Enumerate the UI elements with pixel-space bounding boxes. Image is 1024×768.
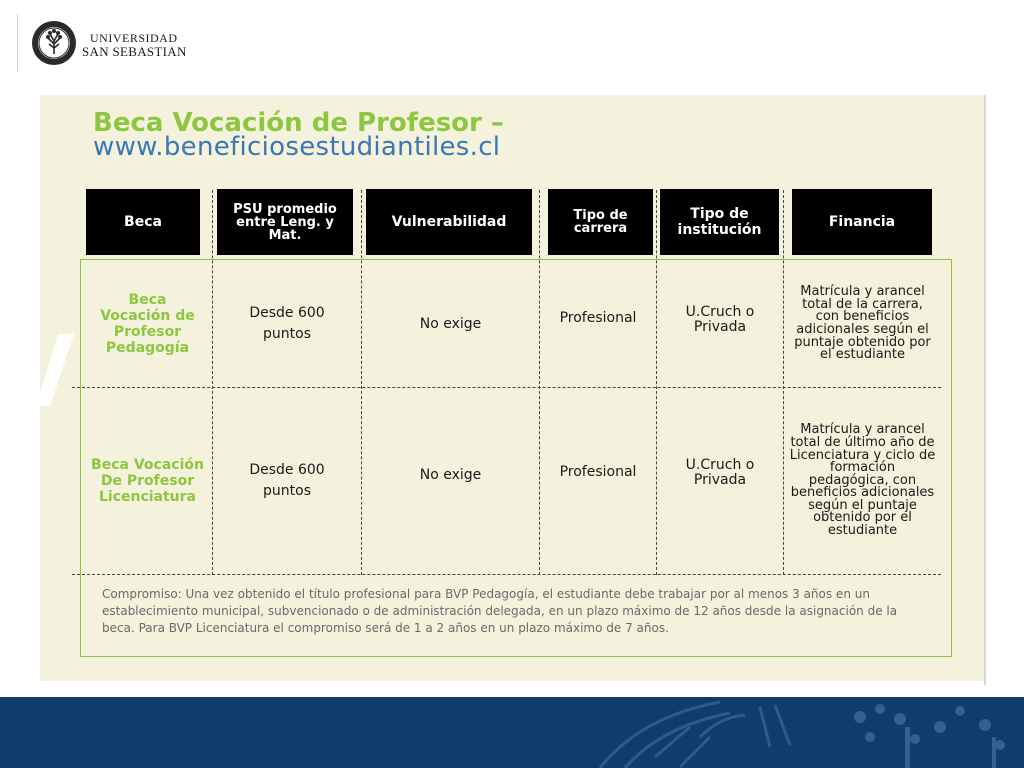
page-title: Beca Vocación de Profesor – <box>93 108 504 138</box>
table-row-2-tipo-carrera: Profesional <box>559 463 637 480</box>
row-divider <box>72 574 941 575</box>
table-row-2-beca: Beca Vocación De Profesor Licenciatura <box>91 457 204 505</box>
column-divider <box>656 190 657 575</box>
column-header-tipo-carrera: Tipo de carrera <box>548 189 653 255</box>
compromiso-note: Compromiso: Una vez obtenido el título profesional para BVP Pedagogía, el estudiante debe trabajar por al menos 3 años en un establecimiento municipal, subvencionado o de administración delegada, en un plazo máximo de 12 años desde la asignación de la beca. Para BVP Licenciatura el compromiso será de 1 a 2 años en un plazo máximo de 7 años. <box>102 587 898 635</box>
column-header-psu: PSU promedio entre Leng. y Mat. <box>217 189 353 255</box>
header-divider <box>17 14 18 72</box>
table-row-1-financia: Matrícula y arancel total de la carrera, con beneficios adicionales según el puntaje obtenido por el estudiante <box>794 284 931 363</box>
university-seal-icon <box>31 20 77 66</box>
decorative-slash-shape <box>36 330 76 410</box>
table-row-1-vulnerabilidad: No exige <box>419 315 482 332</box>
table-row-2-vulnerabilidad: No exige <box>419 466 482 483</box>
column-divider <box>212 190 213 575</box>
table-row-2-financia: Matrícula y arancel total de último año de Licenciatura y ciclo de formación pedagógica, con beneficios adicionales según el puntaje obtenido por el estudiante <box>789 422 936 539</box>
table-row-1-beca: Beca Vocación de Profesor Pedagogía <box>100 292 195 356</box>
university-name-line2: SAN SEBASTIAN <box>82 44 187 59</box>
table-row-1-tipo-institucion: U.Cruch o Privada <box>685 304 755 335</box>
university-name <box>82 32 187 58</box>
table-row-1-tipo-carrera: Profesional <box>559 309 637 326</box>
page-header <box>0 0 1024 80</box>
row-divider <box>72 387 941 388</box>
column-header-financia: Financia <box>792 189 932 255</box>
panel-shadow <box>984 95 986 685</box>
column-header-vulnerabilidad: Vulnerabilidad <box>366 189 532 255</box>
table-row-2-psu: Desde 600 puntos <box>249 462 325 499</box>
page-footer <box>0 697 1024 768</box>
column-header-tipo-institucion: Tipo de institución <box>660 189 779 255</box>
column-divider <box>539 190 540 575</box>
column-header-beca: Beca <box>86 189 200 255</box>
column-divider <box>783 190 784 575</box>
website-link[interactable]: www.beneficiosestudiantiles.cl <box>93 132 501 162</box>
table-row-2-tipo-institucion: U.Cruch o Privada <box>685 457 755 488</box>
university-name-line1: UNIVERSIDAD <box>90 31 178 45</box>
column-divider <box>361 190 362 575</box>
footer-watermark-icon <box>0 697 1024 768</box>
table-row-1-psu: Desde 600 puntos <box>249 305 325 342</box>
